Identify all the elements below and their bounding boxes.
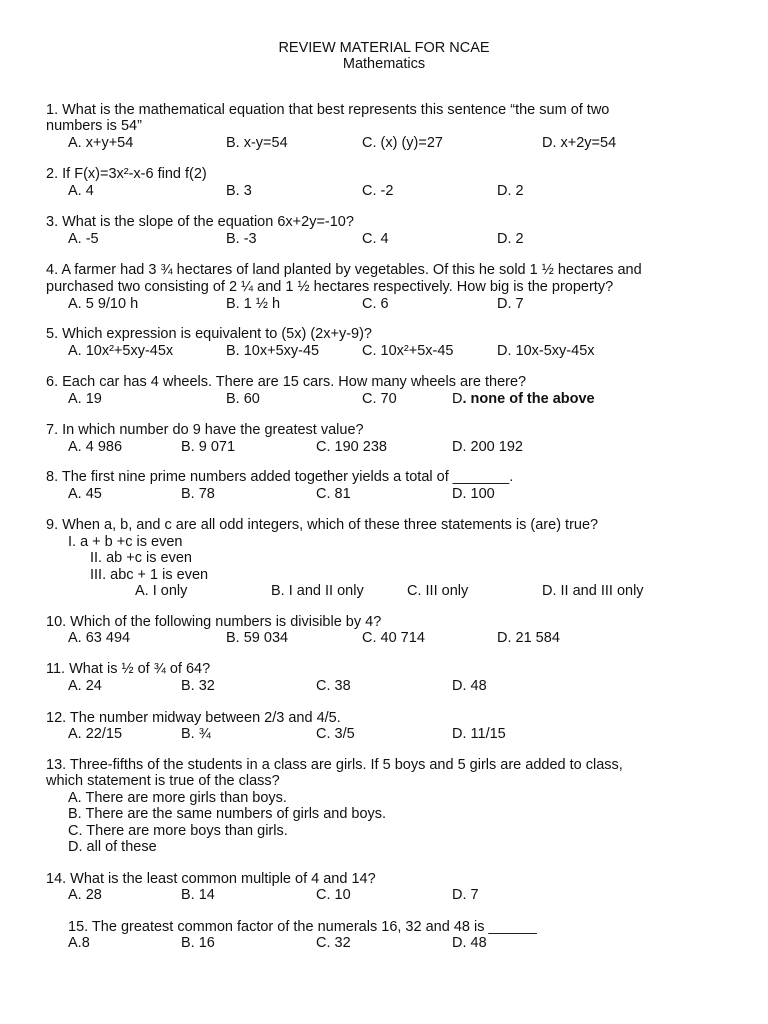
q5-option-b: B. 10x+5xy-45 (226, 343, 320, 359)
q2-option-d: D. 2 (497, 183, 524, 199)
q9-statement-2: II. ab +c is even (90, 550, 192, 566)
q1-option-b: B. x-y=54 (226, 135, 288, 151)
q15-option-c: C. 32 (316, 935, 351, 951)
question-4-text-line-1: 4. A farmer had 3 ¾ hectares of land planted by vegetables. Of this he sold 1 ½ hectares and (46, 262, 642, 278)
question-11-text: 11. What is ½ of ¾ of 64? (46, 661, 211, 677)
q13-option-c: C. There are more boys than girls. (68, 823, 288, 839)
question-13-text-line-1: 13. Three-fifths of the students in a class are girls. If 5 boys and 5 girls are added to class, (46, 757, 623, 773)
q12-option-c: C. 3/5 (316, 726, 355, 742)
q4-option-a: A. 5 9/10 h (68, 296, 139, 312)
q12-option-b: B. ¾ (181, 726, 211, 742)
q3-option-c: C. 4 (362, 231, 389, 247)
question-4-text-line-2: purchased two consisting of 2 ¼ and 1 ½ hectares respectively. How big is the property? (46, 279, 614, 295)
document-subtitle: Mathematics (342, 56, 426, 72)
q9-statement-3: III. abc + 1 is even (90, 567, 209, 583)
q2-option-a: A. 4 (68, 183, 94, 199)
q7-option-b: B. 9 071 (181, 439, 236, 455)
question-14-text: 14. What is the least common multiple of 4 and 14? (46, 871, 376, 887)
q1-option-a: A. x+y+54 (68, 135, 134, 151)
q13-option-b: B. There are the same numbers of girls and boys. (68, 806, 387, 822)
question-12-text: 12. The number midway between 2/3 and 4/5. (46, 710, 341, 726)
q6-option-c: C. 70 (362, 391, 397, 407)
question-6-text: 6. Each car has 4 wheels. There are 15 cars. How many wheels are there? (46, 374, 527, 390)
q5-option-a: A. 10x²+5xy-45x (68, 343, 174, 359)
q8-option-d: D. 100 (452, 486, 495, 502)
q11-option-a: A. 24 (68, 678, 102, 694)
q12-option-a: A. 22/15 (68, 726, 123, 742)
q8-option-c: C. 81 (316, 486, 351, 502)
q6-option-b: B. 60 (226, 391, 260, 407)
q13-option-a: A. There are more girls than boys. (68, 790, 287, 806)
q9-statement-1: I. a + b +c is even (68, 534, 183, 550)
q7-option-c: C. 190 238 (316, 439, 387, 455)
q6-option-a: A. 19 (68, 391, 102, 407)
q7-option-d: D. 200 192 (452, 439, 523, 455)
q2-option-b: B. 3 (226, 183, 252, 199)
q9-option-c: C. III only (407, 583, 469, 599)
question-10-text: 10. Which of the following numbers is divisible by 4? (46, 614, 382, 630)
q10-option-a: A. 63 494 (68, 630, 131, 646)
q8-option-b: B. 78 (181, 486, 215, 502)
q14-option-d: D. 7 (452, 887, 479, 903)
q3-option-d: D. 2 (497, 231, 524, 247)
q4-option-b: B. 1 ½ h (226, 296, 281, 312)
question-15-text: 15. The greatest common factor of the numerals 16, 32 and 48 is ______ (68, 919, 537, 935)
q13-option-d: D. all of these (68, 839, 157, 855)
q11-option-d: D. 48 (452, 678, 487, 694)
q8-option-a: A. 45 (68, 486, 102, 502)
q14-option-b: B. 14 (181, 887, 215, 903)
q2-option-c: C. -2 (362, 183, 394, 199)
q15-option-a: A.8 (68, 935, 90, 951)
question-13-text-line-2: which statement is true of the class? (46, 773, 280, 789)
q11-option-b: B. 32 (181, 678, 215, 694)
q12-option-d: D. 11/15 (452, 726, 506, 742)
question-1-text-line-1: 1. What is the mathematical equation that best represents this sentence “the sum of two (46, 102, 610, 118)
q9-option-b: B. I and II only (271, 583, 364, 599)
q3-option-b: B. -3 (226, 231, 257, 247)
q7-option-a: A. 4 986 (68, 439, 123, 455)
q10-option-c: C. 40 714 (362, 630, 425, 646)
question-5-text: 5. Which expression is equivalent to (5x) (2x+y-9)? (46, 326, 372, 342)
q6-option-d-answer: . none of the above (462, 391, 595, 407)
q11-option-c: C. 38 (316, 678, 351, 694)
q10-option-b: B. 59 034 (226, 630, 289, 646)
q9-option-a: A. I only (135, 583, 188, 599)
q6-option-d-letter: D (452, 391, 463, 407)
document-title: REVIEW MATERIAL FOR NCAE (278, 40, 490, 56)
question-8-text: 8. The first nine prime numbers added together yields a total of _______. (46, 469, 514, 485)
question-1-text-line-2: numbers is 54” (46, 118, 142, 134)
q14-option-a: A. 28 (68, 887, 102, 903)
q1-option-d: D. x+2y=54 (542, 135, 617, 151)
question-3-text: 3. What is the slope of the equation 6x+2y=-10? (46, 214, 354, 230)
q3-option-a: A. -5 (68, 231, 99, 247)
q1-option-c: C. (x) (y)=27 (362, 135, 443, 151)
q6-option-d (452, 391, 595, 407)
q15-option-b: B. 16 (181, 935, 215, 951)
question-7-text: 7. In which number do 9 have the greatest value? (46, 422, 364, 438)
q9-option-d: D. II and III only (542, 583, 644, 599)
q15-option-d: D. 48 (452, 935, 487, 951)
q14-option-c: C. 10 (316, 887, 351, 903)
question-2-text: 2. If F(x)=3x²-x-6 find f(2) (46, 166, 207, 182)
q4-option-c: C. 6 (362, 296, 389, 312)
q10-option-d: D. 21 584 (497, 630, 560, 646)
q5-option-d: D. 10x-5xy-45x (497, 343, 595, 359)
q5-option-c: C. 10x²+5x-45 (362, 343, 454, 359)
q4-option-d: D. 7 (497, 296, 524, 312)
question-9-text: 9. When a, b, and c are all odd integers, which of these three statements is (are) true? (46, 517, 599, 533)
